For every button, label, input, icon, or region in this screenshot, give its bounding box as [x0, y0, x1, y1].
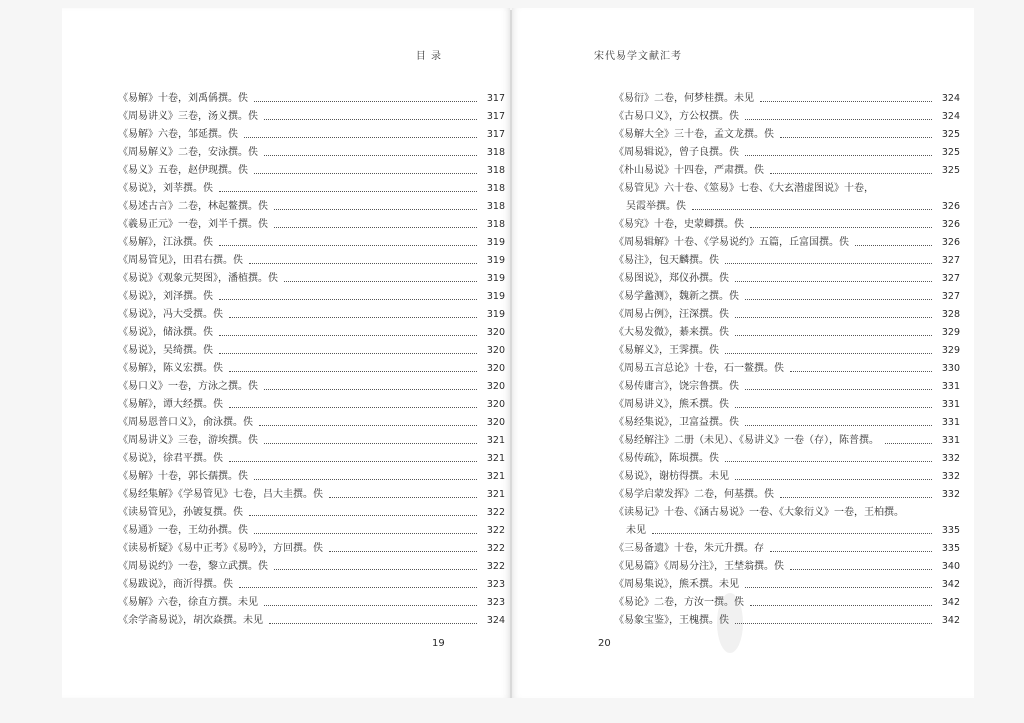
toc-entry-page: 318 [486, 165, 505, 176]
toc-entry [118, 537, 505, 555]
toc-leader-dots [259, 425, 477, 426]
toc-entry [118, 123, 505, 141]
toc-entry-title: 《周易解义》二卷，安泳撰。佚 [118, 147, 258, 158]
toc-entry-title: 《周易占例》，汪深撰。佚 [614, 309, 729, 320]
toc-leader-dots [790, 569, 932, 570]
toc-entry-page: 330 [941, 363, 960, 374]
toc-entry-page: 320 [486, 363, 505, 374]
toc-leader-dots [745, 587, 932, 588]
toc-entry-page: 320 [486, 399, 505, 410]
toc-entry-title: 《易经集说》，卫富益撰。佚 [614, 417, 739, 428]
toc-leader-dots [274, 569, 477, 570]
toc-leader-dots [725, 353, 932, 354]
toc-entry-title: 《周易辑说》，曾子良撰。佚 [614, 147, 739, 158]
toc-entry-page: 342 [941, 579, 960, 590]
toc-leader-dots [790, 371, 932, 372]
toc-entry-title: 《易说》，徐君平撰。佚 [118, 453, 223, 464]
toc-entry-page: 321 [486, 453, 505, 464]
toc-entry-title: 《古易口义》，方公权撰。佚 [614, 111, 739, 122]
toc-leader-dots [692, 209, 932, 210]
toc-entry-title: 《周易五言总论》十卷，石一鳌撰。佚 [614, 363, 784, 374]
toc-entry-page: 318 [486, 147, 505, 158]
toc-entry [614, 213, 960, 231]
toc-leader-dots [735, 281, 932, 282]
toc-leader-dots [229, 317, 477, 318]
toc-entry [614, 303, 960, 321]
toc-leader-dots [254, 173, 477, 174]
toc-leader-dots [249, 515, 477, 516]
toc-entry [118, 141, 505, 159]
toc-entry-title: 《读易记》十卷、《涵古易说》一卷、《大象衍义》一卷，王柏撰。 [614, 507, 904, 518]
toc-leader-dots [274, 209, 477, 210]
toc-entry-page: 322 [486, 525, 505, 536]
toc-entry-page: 326 [941, 237, 960, 248]
toc-leader-dots [725, 263, 932, 264]
toc-entry-title: 《易解大全》三十卷，孟文龙撰。佚 [614, 129, 774, 140]
toc-entry-title: 《易解义》，王霁撰。佚 [614, 345, 719, 356]
toc-entry-title: 《易解》，谭大经撰。佚 [118, 399, 223, 410]
toc-leader-dots [219, 353, 477, 354]
toc-entry [614, 141, 960, 159]
toc-entry [614, 357, 960, 375]
toc-entry-page: 322 [486, 543, 505, 554]
toc-entry-title: 《周易讲义》三卷，游埃撰。佚 [118, 435, 258, 446]
toc-entry [614, 447, 960, 465]
toc-entry-title: 《易说》，刘莘撰。佚 [118, 183, 213, 194]
toc-entry-page: 325 [941, 147, 960, 158]
toc-entry [118, 519, 505, 537]
toc-entry-page: 321 [486, 471, 505, 482]
toc-entry-title: 《朴山易说》十四卷，严肃撰。佚 [614, 165, 764, 176]
toc-leader-dots [745, 155, 932, 156]
toc-entry [614, 429, 960, 447]
toc-entry-title: 《易说》《观象元契图》，潘植撰。佚 [118, 273, 278, 284]
toc-entry-page: 327 [941, 255, 960, 266]
toc-entry-continuation-text: 未见 [626, 525, 646, 536]
toc-entry-page: 320 [486, 327, 505, 338]
toc-entry-continuation [614, 195, 960, 213]
toc-leader-dots [745, 119, 932, 120]
toc-entry [614, 159, 960, 177]
toc-entry-page: 324 [941, 111, 960, 122]
toc-leader-dots [770, 173, 932, 174]
toc-entry-title: 《易说》，吴绮撰。佚 [118, 345, 213, 356]
toc-entry [614, 249, 960, 267]
toc-entry [614, 591, 960, 609]
toc-entry [614, 267, 960, 285]
toc-entry-page: 331 [941, 435, 960, 446]
toc-leader-dots [735, 335, 932, 336]
toc-entry [118, 195, 505, 213]
toc-entry-title: 《见易篇》《周易分注》，王埜翁撰。佚 [614, 561, 784, 572]
scan-smudge [717, 593, 743, 653]
left-page-header: 目 录 [415, 51, 442, 62]
toc-entry [614, 411, 960, 429]
toc-entry-page: 327 [941, 291, 960, 302]
toc-leader-dots [264, 119, 477, 120]
toc-leader-dots [219, 335, 477, 336]
toc-leader-dots [735, 623, 932, 624]
toc-entry [614, 105, 960, 123]
toc-entry [614, 339, 960, 357]
toc-entry-title: 《易经集解》《学易管见》七卷，吕大圭撰。佚 [118, 489, 323, 500]
toc-entry [614, 231, 960, 249]
toc-entry-title: 《易传疏》，陈埙撰。佚 [614, 453, 719, 464]
toc-leader-dots [249, 263, 477, 264]
toc-entry-title: 《易经解注》二册（未见）、《易讲义》一卷（存），陈普撰。 [614, 435, 879, 446]
toc-entry-page: 340 [941, 561, 960, 572]
toc-entry-page: 342 [941, 615, 960, 626]
toc-entry-page: 318 [486, 201, 505, 212]
toc-leader-dots [269, 623, 477, 624]
toc-leader-dots [770, 551, 932, 552]
toc-leader-dots [264, 443, 477, 444]
toc-leader-dots [885, 443, 932, 444]
toc-entry-page: 332 [941, 471, 960, 482]
toc-leader-dots [219, 245, 477, 246]
toc-entry-title: 《易象宝鉴》，王槐撰。佚 [614, 615, 729, 626]
toc-entry [118, 375, 505, 393]
toc-leader-dots [745, 299, 932, 300]
toc-entry [118, 105, 505, 123]
toc-entry [614, 393, 960, 411]
toc-entry-page: 318 [486, 183, 505, 194]
toc-entry-page: 321 [486, 435, 505, 446]
toc-entry-page: 327 [941, 273, 960, 284]
toc-leader-dots [725, 461, 932, 462]
toc-leader-dots [274, 227, 477, 228]
left-page-number: 19 [432, 638, 445, 649]
toc-entry [118, 429, 505, 447]
toc-entry [118, 591, 505, 609]
toc-entry-title: 《易解》六卷，徐直方撰。未见 [118, 597, 258, 608]
toc-entry-page: 323 [486, 597, 505, 608]
toc-entry-title: 《易述古言》二卷，林起鳌撰。佚 [118, 201, 268, 212]
toc-entry-title: 《周易恩普口义》，俞泳撰。佚 [118, 417, 253, 428]
toc-entry-page: 318 [486, 219, 505, 230]
toc-entry [614, 177, 960, 195]
toc-entry-title: 《大易发微》，綦来撰。佚 [614, 327, 729, 338]
toc-leader-dots [264, 155, 477, 156]
toc-leader-dots [229, 461, 477, 462]
toc-leader-dots [264, 605, 477, 606]
toc-entry-title: 《易图说》，郑仪孙撰。佚 [614, 273, 729, 284]
toc-entry [614, 285, 960, 303]
toc-entry-page: 320 [486, 381, 505, 392]
toc-leader-dots [254, 479, 477, 480]
toc-entry-title: 《易解》十卷，郭长孺撰。佚 [118, 471, 248, 482]
toc-entry-title: 《周易讲义》三卷，汤义撰。佚 [118, 111, 258, 122]
toc-entry-title: 《读易管见》，孙镀复撰。佚 [118, 507, 243, 518]
right-toc-list [614, 87, 960, 627]
toc-entry-title: 《易学启蒙发挥》二卷，何基撰。佚 [614, 489, 774, 500]
left-page [62, 8, 510, 698]
toc-leader-dots [219, 299, 477, 300]
toc-entry-title: 《易究》十卷，史蒙卿撰。佚 [614, 219, 744, 230]
toc-entry [118, 303, 505, 321]
toc-leader-dots [239, 587, 477, 588]
toc-entry-page: 322 [486, 561, 505, 572]
toc-entry-title: 《羲易正元》一卷，刘半千撰。佚 [118, 219, 268, 230]
toc-entry [614, 483, 960, 501]
toc-leader-dots [264, 389, 477, 390]
toc-entry [614, 375, 960, 393]
toc-entry-page: 331 [941, 417, 960, 428]
toc-entry-page: 329 [941, 327, 960, 338]
toc-entry [118, 321, 505, 339]
toc-entry-page: 317 [486, 129, 505, 140]
toc-leader-dots [229, 407, 477, 408]
toc-entry [118, 249, 505, 267]
toc-entry-page: 317 [486, 93, 505, 104]
toc-entry [118, 609, 505, 627]
toc-entry [118, 447, 505, 465]
toc-entry-title: 《易管见》六十卷、《筮易》七卷、《大玄潜虚图说》十卷， [614, 183, 874, 194]
toc-entry [118, 159, 505, 177]
toc-entry-page: 320 [486, 417, 505, 428]
toc-entry-page: 342 [941, 597, 960, 608]
toc-leader-dots [329, 551, 477, 552]
toc-entry-page: 335 [941, 525, 960, 536]
toc-entry [614, 321, 960, 339]
toc-entry-page: 332 [941, 489, 960, 500]
toc-entry-title: 《易解》，陈义宏撰。佚 [118, 363, 223, 374]
toc-entry [118, 483, 505, 501]
toc-entry-page: 331 [941, 381, 960, 392]
toc-leader-dots [652, 533, 932, 534]
toc-entry [118, 555, 505, 573]
toc-entry-page: 332 [941, 453, 960, 464]
toc-entry [118, 501, 505, 519]
toc-entry-title: 《余学斋易说》，胡次焱撰。未见 [118, 615, 263, 626]
toc-entry-page: 319 [486, 309, 505, 320]
toc-entry [118, 267, 505, 285]
toc-entry-page: 326 [941, 201, 960, 212]
toc-entry-page: 321 [486, 489, 505, 500]
toc-entry-title: 《周易管见》，田君右撰。佚 [118, 255, 243, 266]
toc-leader-dots [254, 101, 477, 102]
toc-leader-dots [750, 605, 932, 606]
toc-entry-title: 《易学蠡测》，魏新之撰。佚 [614, 291, 739, 302]
toc-entry [614, 573, 960, 591]
toc-entry [118, 213, 505, 231]
toc-entry-title: 《易注》，包天麟撰。佚 [614, 255, 719, 266]
toc-entry [118, 411, 505, 429]
toc-leader-dots [750, 227, 932, 228]
toc-entry-title: 《三易备遗》十卷，朱元升撰。存 [614, 543, 764, 554]
toc-leader-dots [244, 137, 477, 138]
toc-entry-page: 319 [486, 273, 505, 284]
toc-entry-page: 326 [941, 219, 960, 230]
toc-entry [118, 357, 505, 375]
toc-entry-page: 319 [486, 291, 505, 302]
left-toc-list [118, 87, 505, 627]
toc-entry-page: 319 [486, 255, 505, 266]
toc-entry [614, 501, 960, 519]
toc-entry [118, 465, 505, 483]
toc-leader-dots [745, 389, 932, 390]
toc-entry-page: 329 [941, 345, 960, 356]
toc-entry-title: 《周易辑解》十卷、《学易说约》五篇，丘富国撰。佚 [614, 237, 849, 248]
toc-entry-page: 322 [486, 507, 505, 518]
toc-entry-title: 《易解》，江泳撰。佚 [118, 237, 213, 248]
right-page-number: 20 [598, 638, 611, 649]
toc-entry-title: 《易说》，刘泽撰。佚 [118, 291, 213, 302]
toc-entry-page: 323 [486, 579, 505, 590]
toc-entry [614, 555, 960, 573]
toc-entry-title: 《易说》，冯大受撰。佚 [118, 309, 223, 320]
toc-entry [614, 123, 960, 141]
toc-entry-page: 335 [941, 543, 960, 554]
toc-entry [118, 177, 505, 195]
toc-entry-page: 331 [941, 399, 960, 410]
toc-entry [614, 87, 960, 105]
toc-leader-dots [760, 101, 932, 102]
toc-entry [118, 87, 505, 105]
toc-entry [118, 573, 505, 591]
toc-entry-title: 《周易集说》，熊禾撰。未见 [614, 579, 739, 590]
toc-entry [118, 339, 505, 357]
toc-leader-dots [780, 137, 932, 138]
right-page-header: 宋代易学文献汇考 [594, 51, 682, 62]
toc-entry-title: 《易通》一卷，王幼孙撰。佚 [118, 525, 248, 536]
toc-entry [118, 231, 505, 249]
toc-entry-title: 《易说》，谢枋得撰。未见 [614, 471, 729, 482]
toc-entry [614, 537, 960, 555]
toc-entry-page: 317 [486, 111, 505, 122]
toc-entry-title: 《易口义》一卷，方泳之撰。佚 [118, 381, 258, 392]
toc-leader-dots [735, 317, 932, 318]
toc-leader-dots [329, 497, 477, 498]
toc-entry [118, 393, 505, 411]
toc-entry-title: 《易论》二卷，方汝一撰。佚 [614, 597, 744, 608]
toc-leader-dots [855, 245, 932, 246]
toc-entry [614, 609, 960, 627]
toc-leader-dots [745, 425, 932, 426]
toc-entry-page: 319 [486, 237, 505, 248]
toc-entry [118, 285, 505, 303]
toc-leader-dots [219, 191, 477, 192]
toc-entry-title: 《易解》十卷，刘禹偁撰。佚 [118, 93, 248, 104]
toc-leader-dots [780, 497, 932, 498]
toc-entry-title: 《读易析疑》《易中正考》《易吟》，方回撰。佚 [118, 543, 323, 554]
toc-leader-dots [735, 479, 932, 480]
toc-entry-page: 328 [941, 309, 960, 320]
toc-entry-title: 《易跋说》，商沂得撰。佚 [118, 579, 233, 590]
toc-entry-page: 324 [941, 93, 960, 104]
toc-leader-dots [284, 281, 477, 282]
toc-entry-page: 320 [486, 345, 505, 356]
toc-entry-title: 《易义》五卷，赵伊现撰。佚 [118, 165, 248, 176]
toc-entry-continuation [614, 519, 960, 537]
toc-leader-dots [229, 371, 477, 372]
toc-entry-continuation-text: 吴霞举撰。佚 [626, 201, 686, 212]
toc-entry-page: 325 [941, 165, 960, 176]
toc-leader-dots [735, 407, 932, 408]
toc-entry-page: 324 [486, 615, 505, 626]
toc-entry [614, 465, 960, 483]
right-page [512, 8, 974, 698]
toc-entry-page: 325 [941, 129, 960, 140]
toc-entry-title: 《易说》，储泳撰。佚 [118, 327, 213, 338]
toc-leader-dots [254, 533, 477, 534]
toc-entry-title: 《易衍》二卷，何梦桂撰。未见 [614, 93, 754, 104]
toc-entry-title: 《易传庸言》，饶宗鲁撰。佚 [614, 381, 739, 392]
toc-entry-title: 《周易说约》一卷，黎立武撰。佚 [118, 561, 268, 572]
toc-entry-title: 《易解》六卷，邹延撰。佚 [118, 129, 238, 140]
toc-entry-title: 《周易讲义》，熊禾撰。佚 [614, 399, 729, 410]
